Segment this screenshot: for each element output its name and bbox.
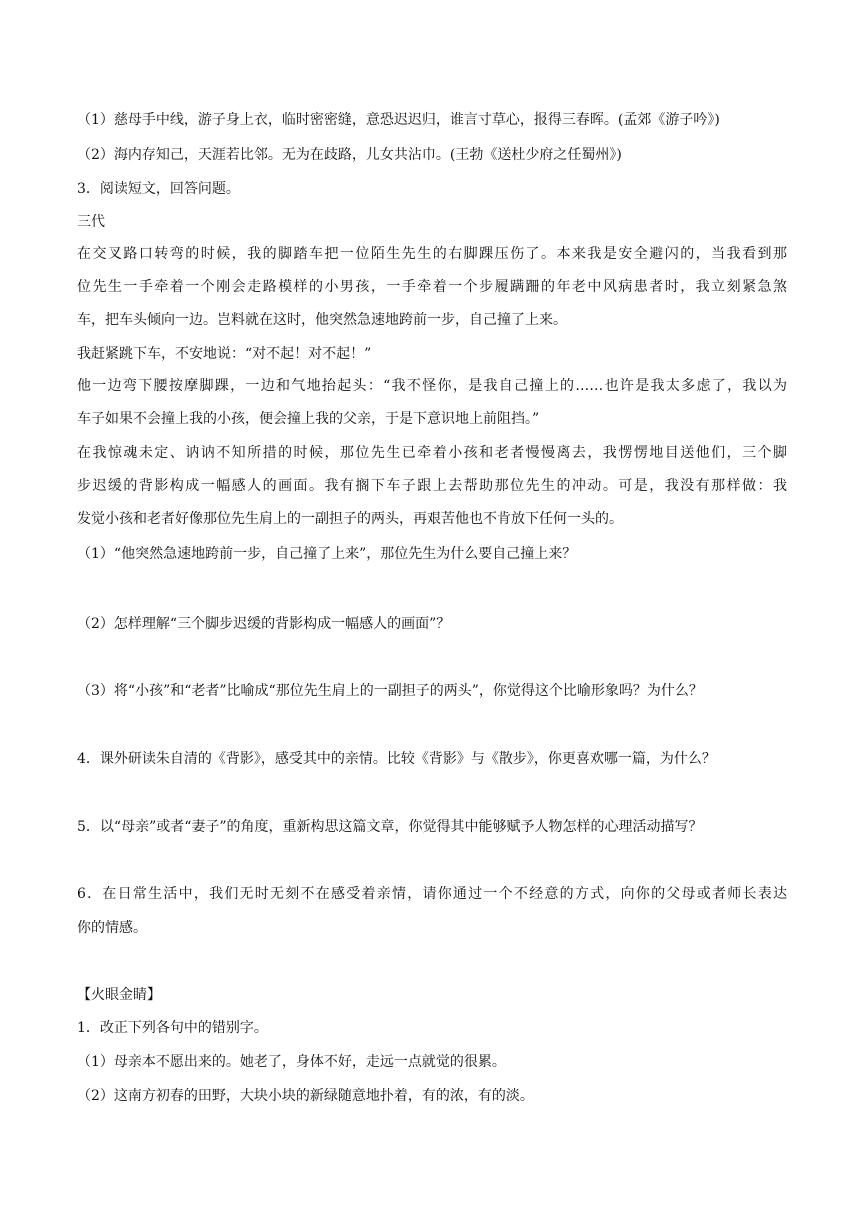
exercise-1-item-1: （1）母亲本不愿出来的。她老了，身体不好，走远一点就觉的很累。	[77, 1054, 506, 1070]
story-paragraph-1-line-2: 位先生一手牵着一个刚会走路模样的小男孩，一手牵着一个步履蹒跚的年老中风病患者时，我立刻紧急煞	[77, 279, 787, 295]
exercise-1-item-2: （2）这南方初春的田野，大块小块的新绿随意地扑着，有的浓，有的淡。	[77, 1088, 534, 1104]
question-3-heading: 3．阅读短文，回答问题。	[77, 181, 240, 197]
question-6-line-2: 你的情感。	[77, 920, 147, 936]
story-paragraph-4-line-3: 发觉小孩和老者好像那位先生肩上的一副担子的两头，再艰苦他也不肯放下任何一头的。	[77, 511, 623, 527]
sub-question-3: （3）将“小孩”和“老者”比喻成“那位先生肩上的一副担子的两头”，你觉得这个比喻形象吗？为什么？	[77, 683, 703, 699]
story-paragraph-1-line-3: 车，把车头倾向一边。岂料就在这时，他突然急速地跨前一步，自己撞了上来。	[77, 312, 567, 328]
story-paragraph-1-line-1: 在交叉路口转弯的时候，我的脚踏车把一位陌生先生的右脚踝压伤了。本来我是安全避闪的，当我看到那	[77, 246, 787, 262]
poem-line-1: （1）慈母手中线，游子身上衣，临时密密缝，意恐迟迟归，谁言寸草心，报得三春晖。(孟郊《游子吟》)	[77, 112, 720, 128]
sub-question-2: （2）怎样理解“三个脚步迟缓的背影构成一幅感人的画面”？	[77, 616, 451, 632]
story-paragraph-2: 我赶紧跳下车，不安地说：“对不起！对不起！”	[77, 346, 372, 362]
question-4: 4．课外研读朱自清的《背影》，感受其中的亲情。比较《背影》与《散步》，你更喜欢哪一篇，为什么？	[77, 751, 716, 767]
exercise-1-heading: 1．改正下列各句中的错别字。	[77, 1020, 268, 1036]
question-5: 5．以“母亲”或者“妻子”的角度，重新构思这篇文章，你觉得其中能够赋予人物怎样的心理活动描写？	[77, 819, 703, 835]
poem-line-2: （2）海内存知己，天涯若比邻。无为在歧路，儿女共沾巾。(王勃《送杜少府之任蜀州》)	[77, 147, 622, 163]
story-paragraph-3-line-1: 他一边弯下腰按摩脚踝，一边和气地抬起头：“我不怪你，是我自己撞上的……也许是我太多虑了，我以为	[77, 378, 787, 394]
question-6-line-1: 6．在日常生活中，我们无时无刻不在感受着亲情，请你通过一个不经意的方式，向你的父母或者师长表达	[77, 886, 787, 902]
story-paragraph-4-line-2: 步迟缓的背影构成一幅感人的画面。我有搁下车子跟上去帮助那位先生的冲动。可是，我没有那样做：我	[77, 478, 787, 494]
section-heading: 【火眼金睛】	[77, 987, 161, 1003]
story-paragraph-4-line-1: 在我惊魂未定、讷讷不知所措的时候，那位先生已牵着小孩和老者慢慢离去，我愣愣地目送他们，三个脚	[77, 445, 787, 461]
story-paragraph-3-line-2: 车子如果不会撞上我的小孩，便会撞上我的父亲，于是下意识地上前阻挡。”	[77, 411, 540, 427]
story-title: 三代	[77, 214, 105, 230]
sub-question-1: （1）“他突然急速地跨前一步，自己撞了上来”，那位先生为什么要自己撞上来？	[77, 546, 577, 562]
